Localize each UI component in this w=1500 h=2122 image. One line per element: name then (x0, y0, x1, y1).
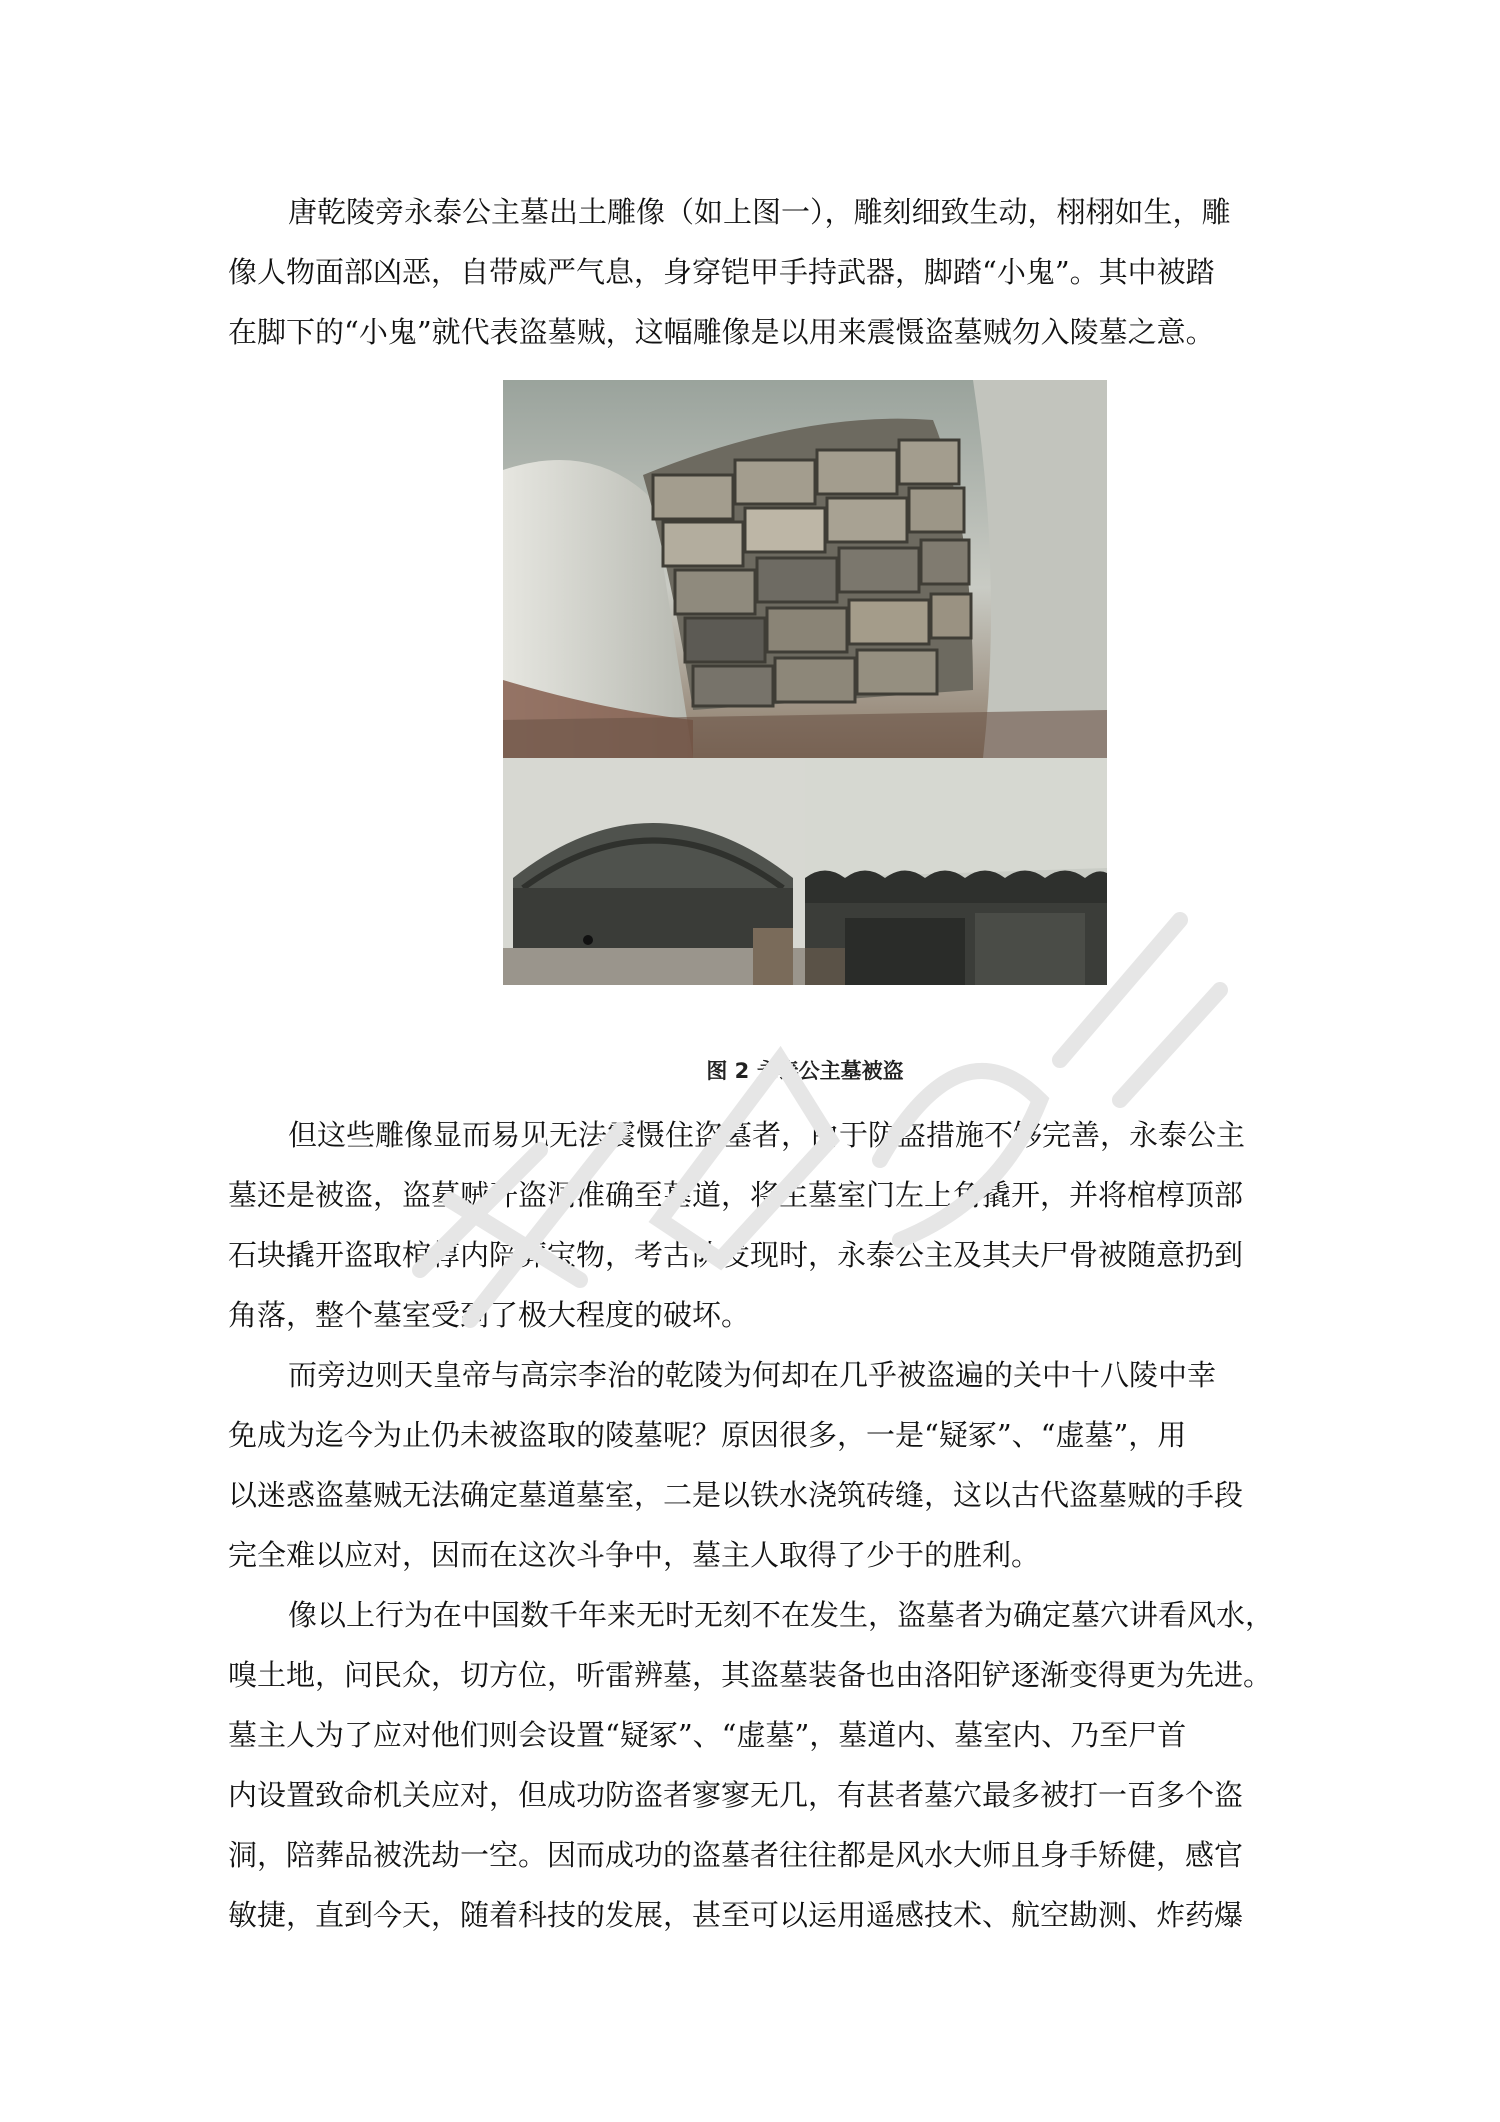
text-line: 完全难以应对，因而在这次斗争中，墓主人取得了少于的胜利。 (228, 1538, 1041, 1572)
paragraph-2 (228, 1105, 1288, 1345)
coffin-lid-photo (805, 758, 1107, 985)
paragraph-1 (228, 182, 1288, 362)
tomb-photo-figure (503, 380, 1107, 985)
text-line: 墓还是被盗，盗墓贼开盗洞准确至墓道，将主墓室门左上角撬开，并将棺椁顶部 (228, 1178, 1244, 1212)
text-line: 墓主人为了应对他们则会设置“疑冢”、“虚墓”，墓道内、墓室内、乃至尸首 (228, 1718, 1187, 1752)
text-line: 以迷惑盗墓贼无法确定墓道墓室，二是以铁水浇筑砖缝，这以古代盗墓贼的手段 (228, 1478, 1244, 1512)
paragraph-3 (228, 1345, 1288, 1585)
tomb-door-photo (503, 758, 805, 985)
text-line: 嗅土地，问民众，切方位，听雷辨墓，其盗墓装备也由洛阳铲逐渐变得更为先进。 (228, 1658, 1273, 1692)
text-line: 但这些雕像显而易见无法震慑住盗墓者，由于防盗措施不够完善，永泰公主 (288, 1118, 1246, 1152)
text-line: 内设置致命机关应对，但成功防盗者寥寥无几，有甚者墓穴最多被打一百多个盗 (228, 1778, 1244, 1812)
text-line: 在脚下的“小鬼”就代表盗墓贼，这幅雕像是以用来震慑盗墓贼勿入陵墓之意。 (228, 315, 1215, 349)
text-line: 免成为迄今为止仍未被盗取的陵墓呢？原因很多，一是“疑冢”、“虚墓”，用 (228, 1418, 1187, 1452)
text-line: 像人物面部凶恶，自带威严气息，身穿铠甲手持武器，脚踏“小鬼”。其中被踏 (228, 255, 1215, 289)
text-line: 角落，整个墓室受到了极大程度的破坏。 (228, 1298, 751, 1332)
paragraph-4 (228, 1585, 1288, 1945)
text-line: 而旁边则天皇帝与高宗李治的乾陵为何却在几乎被盗遍的关中十八陵中幸 (288, 1358, 1217, 1392)
text-line: 石块撬开盗取棺椁内陪葬宝物，考古队发现时，永泰公主及其夫尸骨被随意扔到 (228, 1238, 1244, 1272)
text-line: 洞，陪葬品被洗劫一空。因而成功的盗墓者往往都是风水大师且身手矫健，感官 (228, 1838, 1244, 1872)
text-line: 像以上行为在中国数千年来无时无刻不在发生，盗墓者为确定墓穴讲看风水， (288, 1598, 1275, 1632)
text-line: 唐乾陵旁永泰公主墓出土雕像（如上图一），雕刻细致生动，栩栩如生，雕 (288, 195, 1231, 229)
tomb-vault-breach-photo (503, 380, 1107, 758)
text-line: 敏捷，直到今天，随着科技的发展，甚至可以运用遥感技术、航空勘测、炸药爆 (228, 1898, 1244, 1932)
figure-caption: 图 2 永泰公主墓被盗 (706, 1059, 904, 1083)
